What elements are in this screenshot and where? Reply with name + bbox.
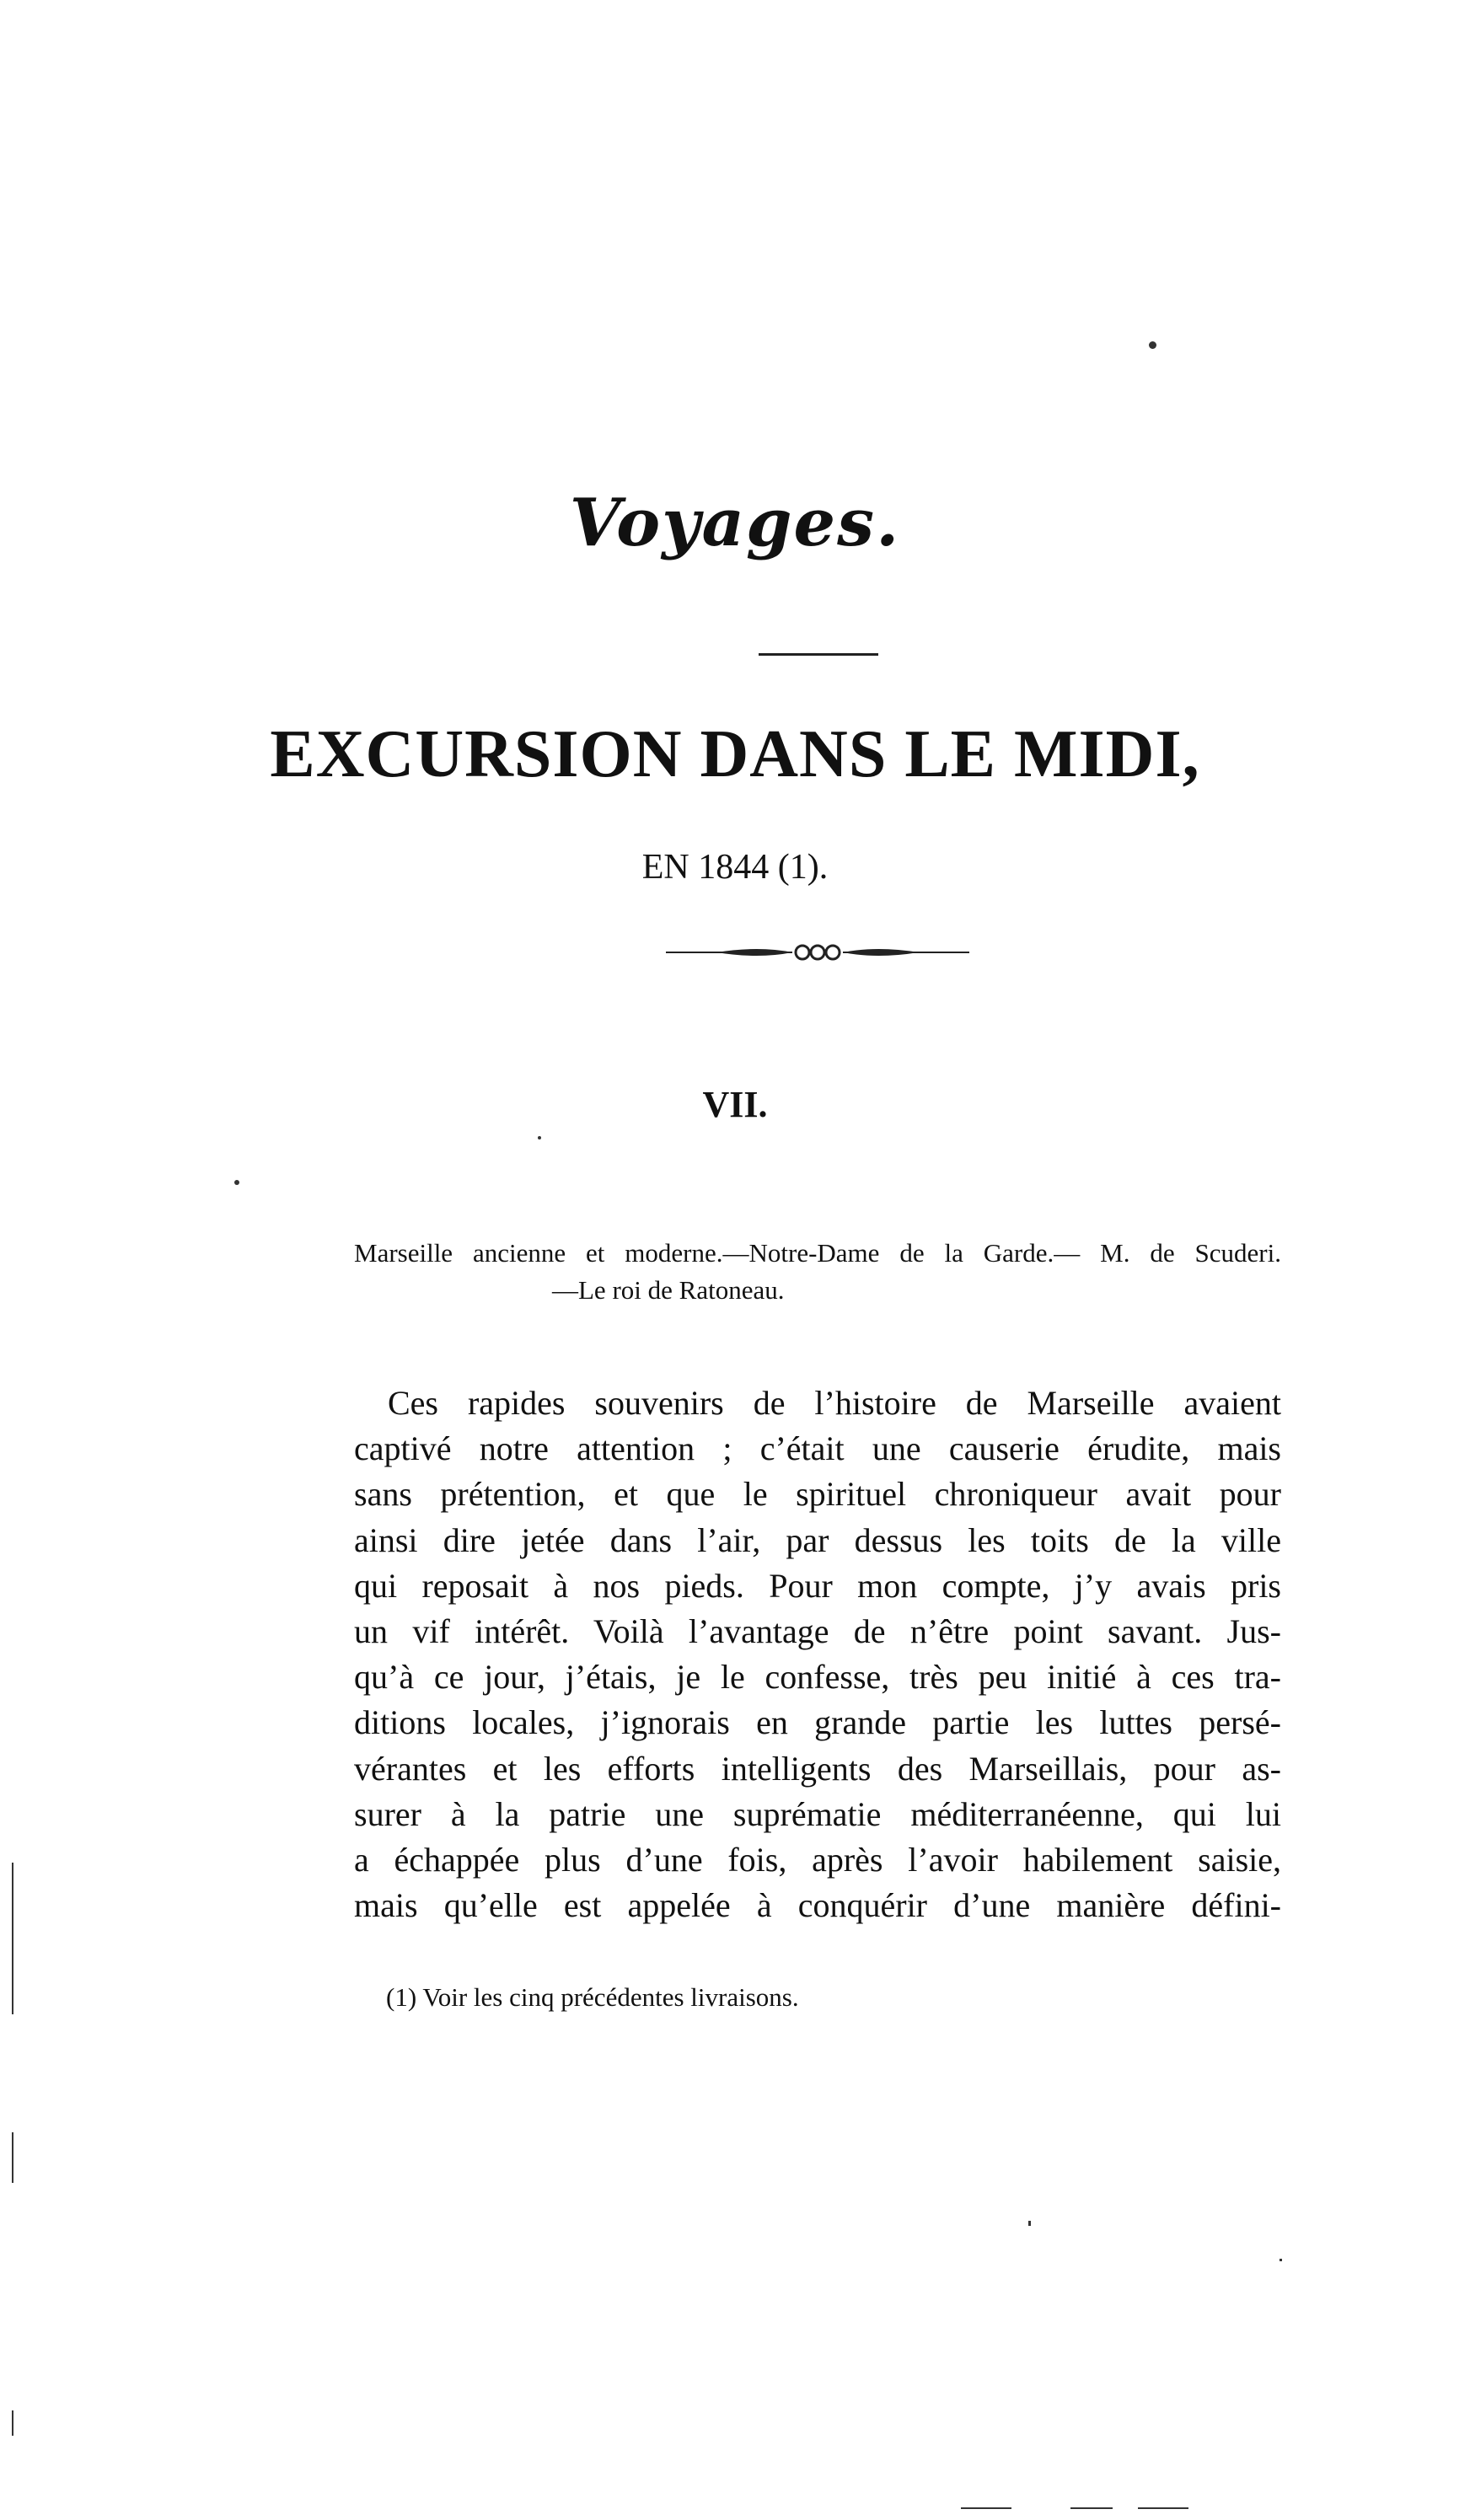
- scan-edge-line: [1138, 2507, 1188, 2509]
- scan-speck: [234, 1180, 239, 1185]
- scan-edge-line: [12, 1863, 13, 2014]
- title-rule: [759, 653, 878, 656]
- text-line: surer à la patrie une suprématie méditerranéenne, qui lui: [354, 1794, 1281, 1833]
- chapter-summary: [354, 1235, 1281, 1309]
- scan-speck: [1280, 2259, 1282, 2261]
- main-title: EXCURSION DANS LE MIDI,: [270, 717, 1200, 791]
- scan-speck: [1028, 2221, 1031, 2226]
- text-line: captivé notre attention ; c’était une causerie érudite, mais: [354, 1429, 1281, 1468]
- subtitle: EN 1844 (1).: [641, 848, 829, 887]
- text-line: ainsi dire jetée dans l’air, par dessus les toits de la ville: [354, 1520, 1281, 1559]
- text-line: a échappée plus d’une fois, après l’avoir habilement saisie,: [354, 1840, 1281, 1879]
- text-line: vérantes et les efforts intelligents des Marseillais, pour as-: [354, 1749, 1281, 1788]
- scan-edge-line: [961, 2507, 1011, 2509]
- section-title: Voyages.: [569, 485, 901, 561]
- text-line: un vif intérêt. Voilà l’avantage de n’être point savant. Jus-: [354, 1611, 1281, 1650]
- scan-speck: [1149, 341, 1156, 349]
- text-line: Ces rapides souvenirs de l’histoire de Marseille avaient: [388, 1384, 1281, 1422]
- ornament-divider: [666, 936, 969, 969]
- scan-edge-line: [1070, 2507, 1113, 2509]
- footnote: (1) Voir les cinq précédentes livraisons.: [386, 1982, 799, 2012]
- summary-line: Marseille ancienne et moderne.—Notre-Dame de la Garde.— M. de Scuderi.: [354, 1238, 1281, 1268]
- body-paragraph: [354, 1381, 1281, 1928]
- chapter-number: VII.: [702, 1084, 768, 1125]
- text-line: mais qu’elle est appelée à conquérir d’une manière défini-: [354, 1886, 1281, 1925]
- scan-edge-line: [12, 2410, 13, 2436]
- text-line: ditions locales, j’ignorais en grande partie les luttes persé-: [354, 1703, 1281, 1742]
- scan-speck: [538, 1136, 541, 1139]
- text-line: qui reposait à nos pieds. Pour mon compte, j’y avais pris: [354, 1566, 1281, 1605]
- scan-edge-line: [12, 2132, 13, 2183]
- text-line: sans prétention, et que le spirituel chroniqueur avait pour: [354, 1475, 1281, 1514]
- summary-line: —Le roi de Ratoneau.: [552, 1275, 785, 1305]
- text-line: qu’à ce jour, j’étais, je le confesse, très peu initié à ces tra-: [354, 1658, 1281, 1697]
